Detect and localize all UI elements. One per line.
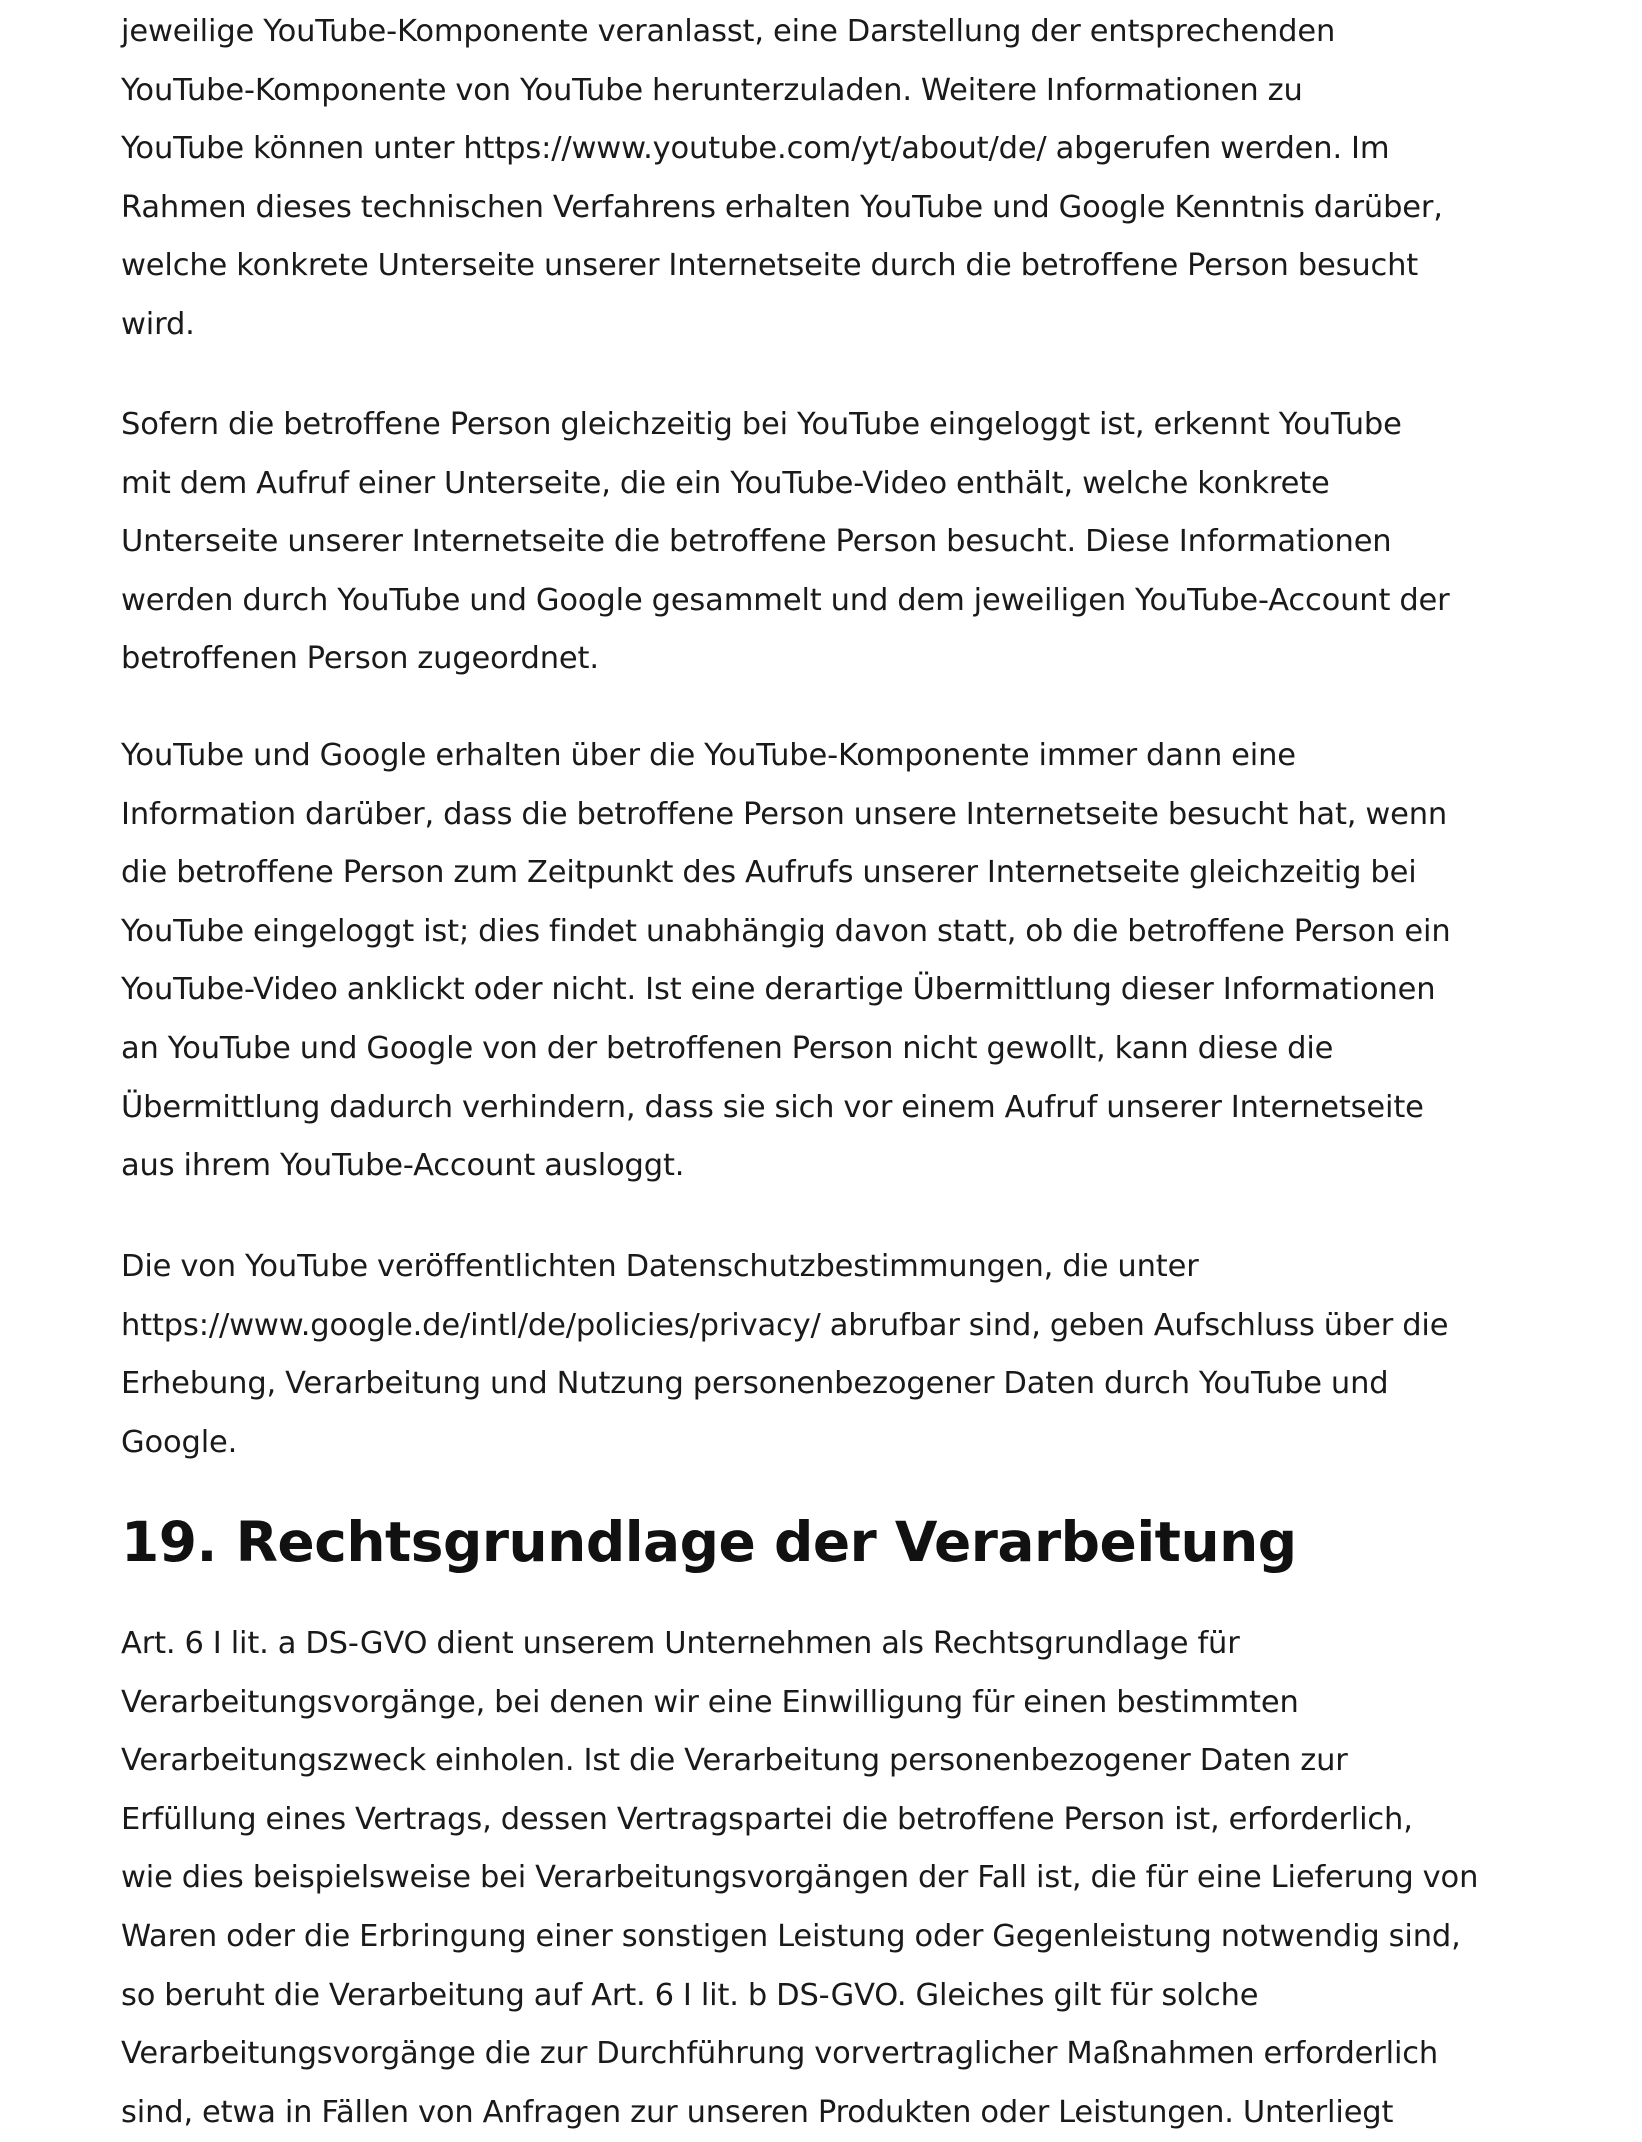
text-line: Waren oder die Erbringung einer sonstigen Leistung oder Gegenleistung notwendig sind, [121, 1918, 1461, 1954]
text-line: Übermittlung dadurch verhindern, dass sie sich vor einem Aufruf unserer Internetseite [121, 1089, 1424, 1125]
text-line: Art. 6 I lit. a DS-GVO dient unserem Unternehmen als Rechtsgrundlage für [121, 1626, 1240, 1661]
paragraph-information-transfer [121, 727, 1451, 1196]
text-line: YouTube und Google erhalten über die YouTube-Komponente immer dann eine [121, 738, 1296, 773]
text-line: https://www.google.de/intl/de/policies/privacy/ abrufbar sind, geben Aufschluss über die [121, 1307, 1449, 1343]
text-line: Erhebung, Verarbeitung und Nutzung personenbezogener Daten durch YouTube und [121, 1366, 1389, 1402]
text-line: die betroffene Person zum Zeitpunkt des Aufrufs unserer Internetseite gleichzeitig bei [121, 855, 1417, 891]
text-line: Rahmen dieses technischen Verfahrens erhalten YouTube und Google Kenntnis darüber, [121, 189, 1443, 225]
text-line: Google. [121, 1424, 238, 1460]
text-line: werden durch YouTube und Google gesammelt und dem jeweiligen YouTube-Account der [121, 582, 1450, 618]
text-line: wird. [121, 306, 195, 342]
text-line: YouTube-Video anklickt oder nicht. Ist eine derartige Übermittlung dieser Informationen [121, 972, 1436, 1008]
text-line: YouTube-Komponente von YouTube herunterzuladen. Weitere Informationen zu [121, 72, 1303, 108]
text-line: Die von YouTube veröffentlichten Datenschutzbestimmungen, die unter [121, 1249, 1199, 1284]
text-line: Sofern die betroffene Person gleichzeitig bei YouTube eingeloggt ist, erkennt YouTube [121, 407, 1402, 442]
paragraph-youtube-component [121, 3, 1443, 355]
text-line: Verarbeitungsvorgänge die zur Durchführung vorvertraglicher Maßnahmen erforderlich [121, 2036, 1439, 2072]
text-line: sind, etwa in Fällen von Anfragen zur unseren Produkten oder Leistungen. Unterliegt [121, 2094, 1394, 2130]
text-line: YouTube können unter https://www.youtube.com/yt/about/de/ abgerufen werden. Im [121, 131, 1390, 167]
text-line: welche konkrete Unterseite unserer Internetseite durch die betroffene Person besucht [121, 248, 1419, 284]
text-line: mit dem Aufruf einer Unterseite, die ein YouTube-Video enthält, welche konkrete [121, 465, 1330, 501]
paragraph-privacy-policy [121, 1238, 1448, 1472]
text-line: Verarbeitungsvorgänge, bei denen wir eine Einwilligung für einen bestimmten [121, 1684, 1299, 1720]
text-line: so beruht die Verarbeitung auf Art. 6 I lit. b DS-GVO. Gleiches gilt für solche [121, 1977, 1259, 2013]
text-line: YouTube eingeloggt ist; dies findet unabhängig davon statt, ob die betroffene Person ein [121, 913, 1451, 949]
text-line: Unterseite unserer Internetseite die betroffene Person besucht. Diese Informationen [121, 524, 1392, 560]
text-line: jeweilige YouTube-Komponente veranlasst, eine Darstellung der entsprechenden [121, 14, 1336, 49]
text-line: Erfüllung eines Vertrags, dessen Vertragspartei die betroffene Person ist, erforderlich, [121, 1801, 1413, 1837]
section-heading: 19. Rechtsgrundlage der Verarbeitung [121, 1510, 1297, 1574]
text-line: an YouTube und Google von der betroffenen Person nicht gewollt, kann diese die [121, 1030, 1334, 1066]
paragraph-legal-basis [121, 1615, 1478, 2142]
paragraph-logged-in [121, 396, 1450, 689]
text-line: wie dies beispielsweise bei Verarbeitungsvorgängen der Fall ist, die für eine Lieferung von [121, 1860, 1479, 1896]
text-line: Verarbeitungszweck einholen. Ist die Verarbeitung personenbezogener Daten zur [121, 1743, 1348, 1779]
text-line: betroffenen Person zugeordnet. [121, 641, 599, 677]
text-line: aus ihrem YouTube-Account ausloggt. [121, 1148, 685, 1184]
text-line: Information darüber, dass die betroffene Person unsere Internetseite besucht hat, wenn [121, 796, 1448, 832]
